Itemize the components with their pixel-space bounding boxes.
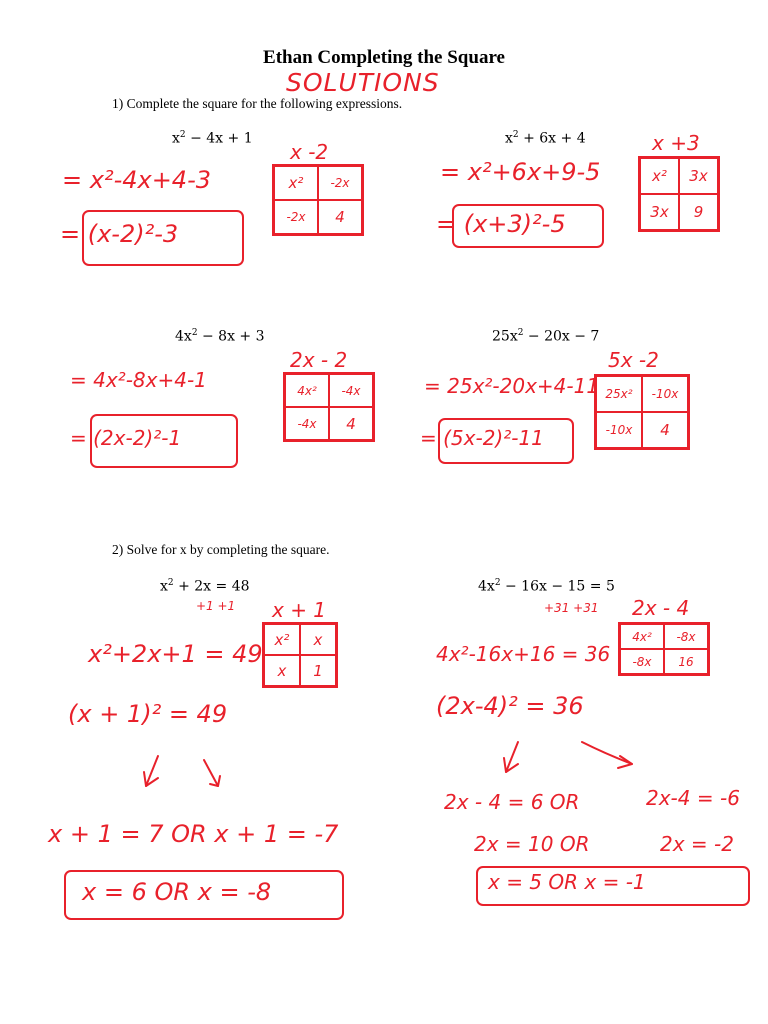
grid-cell: -2x xyxy=(274,200,318,234)
grid-cell: 25x² xyxy=(596,376,642,412)
section1-instruction: 1) Complete the square for the following expressions. xyxy=(112,96,403,111)
problem-2a-answer: x = 6 OR x = -8 xyxy=(82,878,272,906)
problem-1a-expression: $x^2 - 4x + 1$ xyxy=(172,130,253,147)
grid-cell: x² xyxy=(640,158,679,194)
problem-2b-added: +31 +31 xyxy=(544,601,599,615)
problem-1c-grid-label: 2x - 2 xyxy=(290,348,348,372)
problem-1b-step: = x²+6x+9-5 xyxy=(440,158,601,186)
problem-1b-grid-label: x +3 xyxy=(652,131,700,155)
problem-1b-answer: = (x+3)²-5 xyxy=(436,210,566,238)
problem-2b-answer: x = 5 OR x = -1 xyxy=(488,870,646,894)
grid-cell: -10x xyxy=(642,376,688,412)
grid-cell: 4 xyxy=(329,407,373,440)
problem-1d-expression: $25x^2 - 20x - 7$ xyxy=(492,328,600,345)
arrow-down-left-icon xyxy=(144,756,158,786)
grid-cell: 3x xyxy=(640,194,679,230)
grid-cell: x² xyxy=(264,624,300,655)
problem-1c-expression: $4x^2 - 8x + 3$ xyxy=(175,328,265,345)
problem-2a-expression: $x^2 + 2x = 48$ xyxy=(160,578,250,595)
problem-1a-answer: = (x-2)²-3 xyxy=(60,220,179,248)
problem-2b-branch-b: 2x-4 = -6 xyxy=(646,786,740,810)
grid-cell: 4 xyxy=(642,412,688,448)
problem-2b-branch-a: 2x - 4 = 6 OR xyxy=(444,790,580,814)
problem-2b-simplify-b: 2x = -2 xyxy=(660,832,734,856)
grid-cell: 3x xyxy=(679,158,718,194)
grid-cell: -4x xyxy=(285,407,329,440)
section2-instruction: 2) Solve for x by completing the square. xyxy=(112,542,330,557)
problem-2b-expression: $4x^2 - 16x - 15 = 5$ xyxy=(478,578,615,595)
grid-cell: x² xyxy=(274,166,318,200)
arrow-down-left-icon xyxy=(504,742,518,772)
grid-cell: x xyxy=(264,655,300,686)
problem-2a-added: +1 +1 xyxy=(196,599,236,613)
problem-1a-step: = x²-4x+4-3 xyxy=(62,166,212,194)
arrow-down-right-icon xyxy=(204,760,220,786)
problem-2a-grid-label: x + 1 xyxy=(272,598,327,622)
grid-cell: 4x² xyxy=(285,374,329,407)
problem-1d-answer: = (5x-2)²-11 xyxy=(420,426,544,450)
grid-cell: 4 xyxy=(318,200,362,234)
problem-2a-step: x²+2x+1 = 49 xyxy=(88,640,263,668)
problem-2b-squared: (2x-4)² = 36 xyxy=(436,692,584,720)
grid-cell: 1 xyxy=(300,655,336,686)
page-title: Ethan Completing the Square xyxy=(263,47,505,68)
grid-cell: 9 xyxy=(679,194,718,230)
problem-1b-expression: $x^2 + 6x + 4$ xyxy=(505,130,586,147)
grid-cell: -8x xyxy=(664,624,708,649)
problem-2b-simplify-a: 2x = 10 OR xyxy=(474,832,590,856)
problem-1c-step: = 4x²-8x+4-1 xyxy=(70,368,207,392)
problem-1a-grid-label: x -2 xyxy=(290,140,329,164)
problem-2a-branch: x + 1 = 7 OR x + 1 = -7 xyxy=(48,820,339,848)
problem-2b-grid-label: 2x - 4 xyxy=(632,596,690,620)
arrow-right-icon xyxy=(582,742,632,768)
grid-cell: x xyxy=(300,624,336,655)
problem-2b-step: 4x²-16x+16 = 36 xyxy=(436,642,611,666)
grid-cell: -2x xyxy=(318,166,362,200)
problem-1d-grid-label: 5x -2 xyxy=(608,348,659,372)
problem-1c-answer: = (2x-2)²-1 xyxy=(70,426,182,450)
grid-cell: -10x xyxy=(596,412,642,448)
grid-cell: -8x xyxy=(620,649,664,674)
problem-1d-step: = 25x²-20x+4-11 xyxy=(424,374,600,398)
grid-cell: 4x² xyxy=(620,624,664,649)
grid-cell: 16 xyxy=(664,649,708,674)
solutions-label: SOLUTIONS xyxy=(286,68,440,97)
problem-2a-squared: (x + 1)² = 49 xyxy=(68,700,228,728)
grid-cell: -4x xyxy=(329,374,373,407)
